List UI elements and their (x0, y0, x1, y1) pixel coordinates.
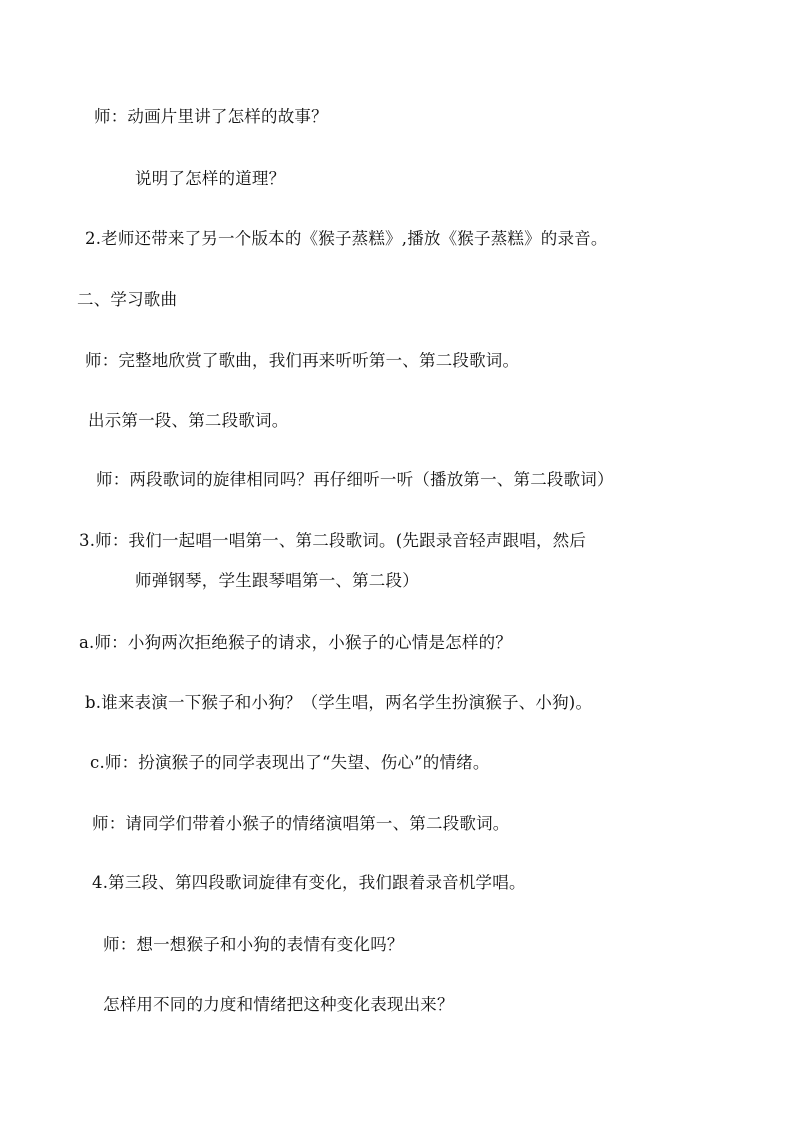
text-line-show-lyrics: 出示第一段、第二段歌词。 (88, 411, 289, 430)
text-line-item-3-sing: 3.师：我们一起唱一唱第一、第二段歌词。(先跟录音轻声跟唱，然后 (79, 531, 587, 550)
text-line-meaning-question: 说明了怎样的道理？ (135, 169, 286, 188)
text-line-listen-lyrics: 师：完整地欣赏了歌曲，我们再来听听第一、第二段歌词。 (85, 351, 520, 370)
section-heading-learn-song: 二、学习歌曲 (77, 290, 178, 309)
text-line-item-b: b.谁来表演一下猴子和小狗？（学生唱，两名学生扮演猴子、小狗)。 (85, 693, 593, 712)
text-line-item-3-continued: 师弹钢琴，学生跟琴唱第一、第二段） (135, 571, 419, 590)
text-line-item-a: a.师：小狗两次拒绝猴子的请求，小猴子的心情是怎样的？ (79, 633, 512, 652)
text-line-item-4: 4.第三段、第四段歌词旋律有变化，我们跟着录音机学唱。 (92, 873, 526, 892)
text-line-melody-question: 师：两段歌词的旋律相同吗？再仔细听一听（播放第一、第二段歌词） (96, 470, 614, 489)
text-line-teacher-story-question: 师：动画片里讲了怎样的故事？ (94, 107, 328, 126)
text-line-item-c: c.师：扮演猴子的同学表现出了“失望、伤心”的情绪。 (90, 753, 490, 772)
text-line-item-2-recording: 2.老师还带来了另一个版本的《猴子蒸糕》,播放《猴子蒸糕》的录音。 (85, 229, 608, 248)
text-line-sing-with-emotion: 师：请同学们带着小猴子的情绪演唱第一、第二段歌词。 (92, 814, 510, 833)
text-line-dynamics-question: 怎样用不同的力度和情绪把这种变化表现出来？ (103, 995, 454, 1014)
text-line-expression-question: 师：想一想猴子和小狗的表情有变化吗？ (103, 935, 404, 954)
